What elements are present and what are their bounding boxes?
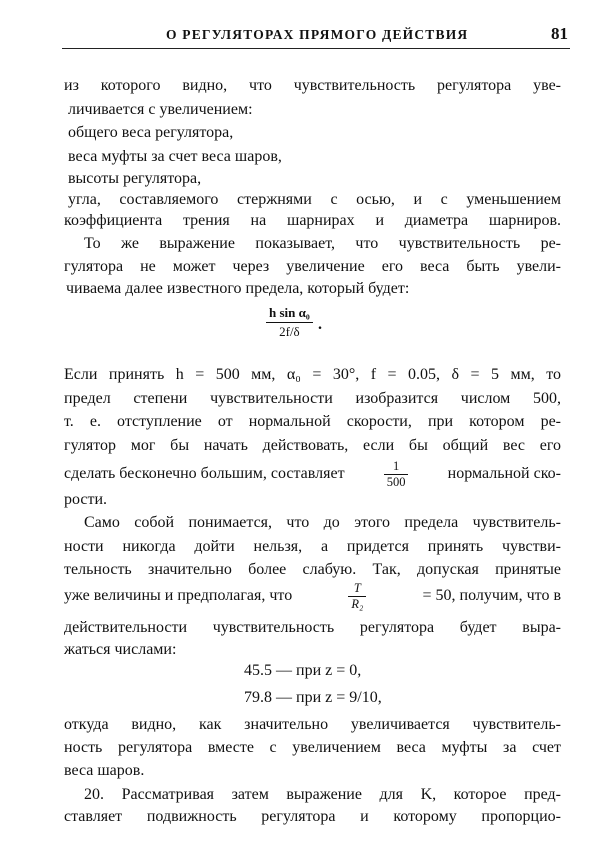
- list-item: веса муфты за счет веса шаров,: [68, 148, 282, 165]
- text-line: ставляет подвижность регулятора и которому пропорцио-: [64, 808, 561, 825]
- text-line: т. е. отступление от нормальной скорости, при котором ре-: [64, 413, 561, 430]
- text-line: коэффициента трения на шарнирах и диаметра шарниров.: [64, 212, 561, 229]
- text-line: предел степени чувствительности изобразится числом 500,: [64, 390, 561, 407]
- list-item: высоты регулятора,: [68, 170, 202, 187]
- text-line: гулятора не может через увеличение его веса быть увели-: [64, 258, 561, 275]
- text-line: действительности чувствительность регулятора будет выра-: [64, 619, 561, 636]
- text-line: рости.: [64, 491, 108, 508]
- text-line: То же выражение показывает, что чувствительность ре-: [84, 235, 561, 252]
- fraction-denominator: 500: [386, 474, 406, 489]
- text-segment: нормальной ско-: [447, 465, 561, 482]
- text-segment: сделать бесконечно большим, составляет: [64, 465, 345, 482]
- fraction-numerator: T: [348, 581, 366, 597]
- page-number: 81: [551, 24, 568, 43]
- text-line-with-fraction: [64, 578, 561, 614]
- formula-numerator: h sin α₀: [266, 304, 313, 323]
- fraction-denominator: R₂: [351, 596, 364, 611]
- formula-sensitivity-limit: [266, 304, 313, 340]
- formula-denominator: 2f/δ: [279, 324, 300, 339]
- text-line: ность регулятора вместе с увеличением веса муфты за счет: [64, 739, 561, 756]
- text-line: Если принять h = 500 мм, α₀ = 30°, f = 0.05, δ = 5 мм, то: [64, 366, 561, 383]
- formula-period: .: [318, 316, 322, 333]
- equation-1: 45.5 — при z = 0,: [244, 662, 362, 679]
- list-item: общего веса регулятора,: [68, 124, 234, 141]
- text-segment: = 50, получим, что в: [422, 587, 561, 604]
- text-line: ности никогда дойти нельзя, а придется принять чувстви-: [64, 538, 561, 555]
- text-line: веса шаров.: [64, 762, 145, 779]
- text-segment: уже величины и предполагая, что: [64, 587, 293, 604]
- text-line: тельность значительно более слабую. Так, допуская принятые: [64, 561, 561, 578]
- text-line: гулятор мог бы начать действовать, если бы общий вес его: [64, 437, 561, 454]
- text-line: чиваема далее известного предела, который будет:: [66, 280, 410, 297]
- equation-2: 79.8 — при z = 9/10,: [244, 689, 382, 706]
- text-line: из которого видно, что чувствительность регулятора уве-: [64, 77, 561, 94]
- section-20-start: 20. Рассматривая затем выражение для K, которое пред-: [84, 786, 561, 803]
- fraction-numerator: 1: [384, 459, 409, 475]
- text-line: жаться числами:: [64, 641, 177, 658]
- running-title: О РЕГУЛЯТОРАХ ПРЯМОГО ДЕЙСТВИЯ: [166, 27, 469, 42]
- text-line: откуда видно, как значительно увеличивается чувствитель-: [64, 716, 561, 733]
- list-item: угла, составляемого стержнями с осью, и с уменьшением: [68, 191, 561, 208]
- text-line: Само собой понимается, что до этого предела чувствитель-: [84, 514, 561, 531]
- page-header: [62, 22, 570, 49]
- fraction-t-over-r2: [348, 581, 366, 612]
- text-line: личивается с увеличением:: [68, 101, 253, 118]
- text-line-with-fraction: [64, 457, 561, 491]
- fraction-1-500: [384, 459, 409, 490]
